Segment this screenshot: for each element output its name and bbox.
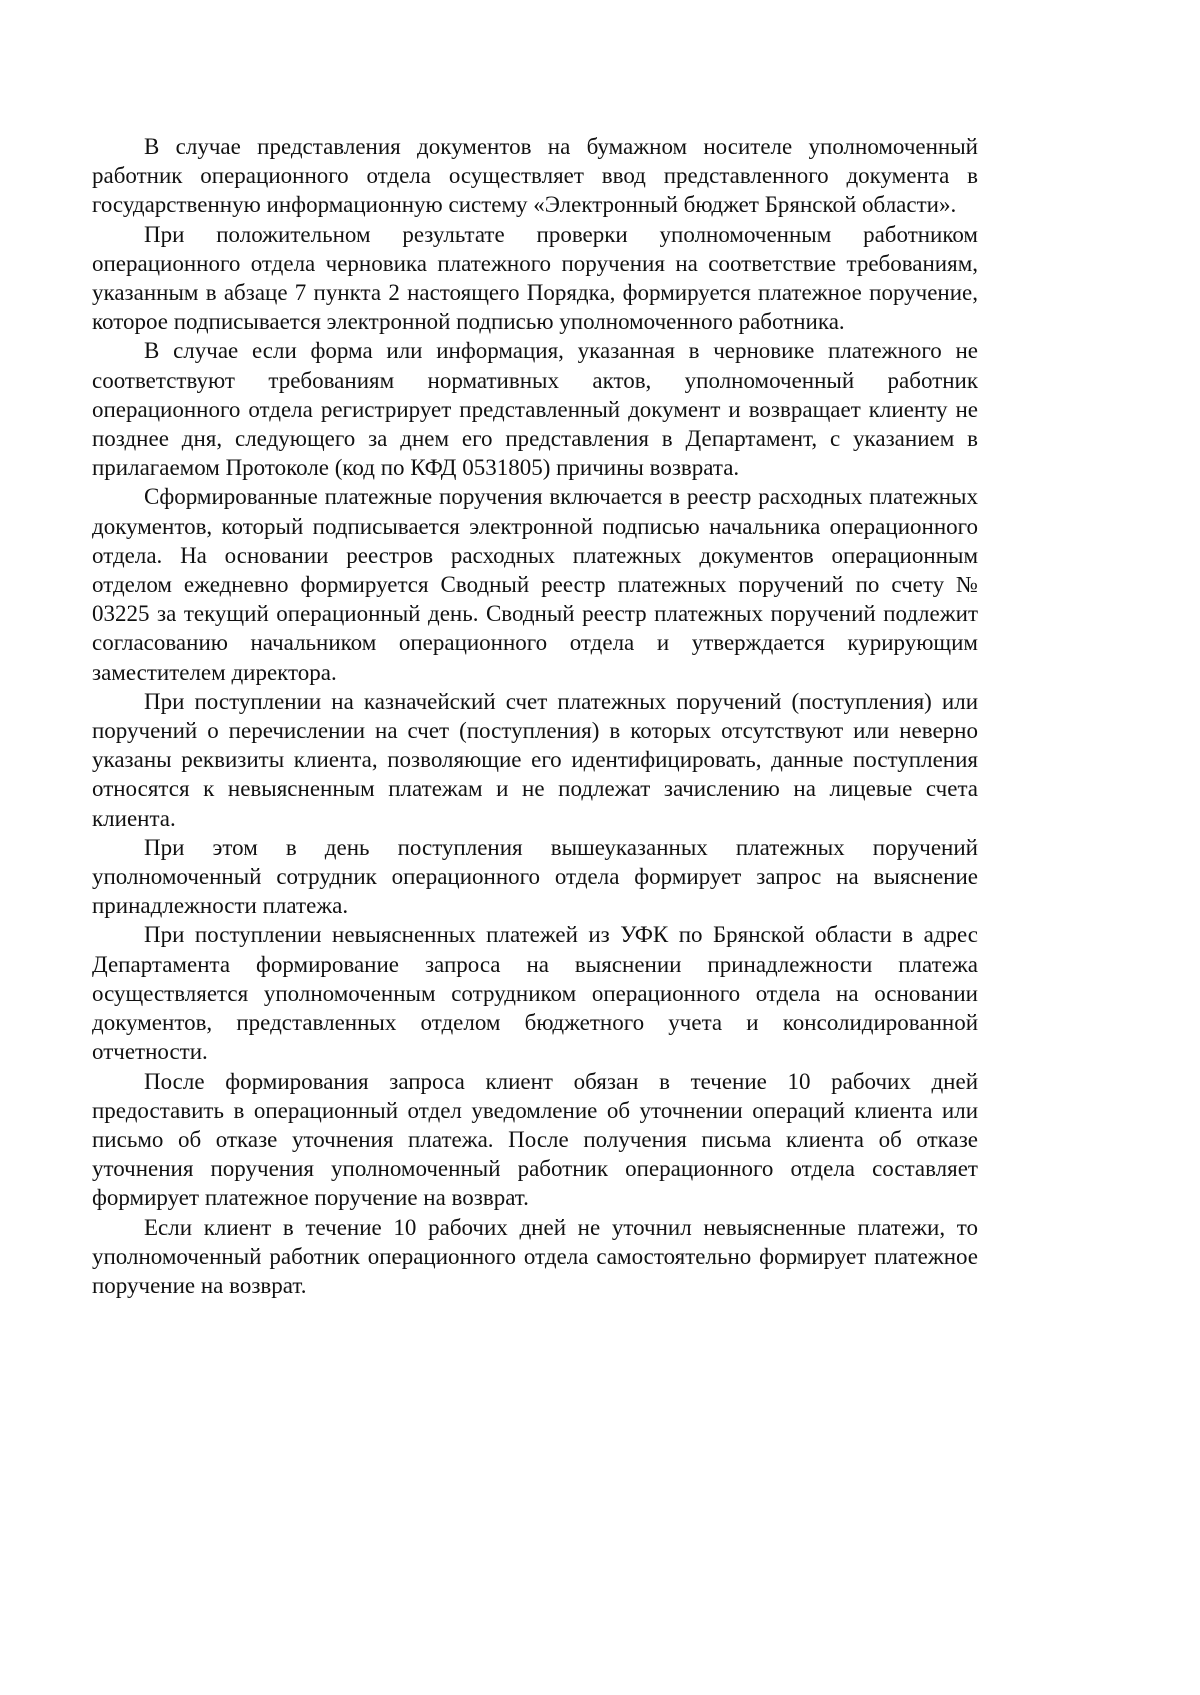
paragraph-client-obligation: После формирования запроса клиент обязан в течение 10 рабочих дней предоставить в операционный отдел уведомление об уточнении операций клиента или письмо об отказе уточнения платежа. После получения письма клиента об отказе уточнения поручения уполномоченный работник операционного отдела составляет формирует платежное поручение на возврат.: [92, 1068, 978, 1211]
paragraph-paper-input: В случае представления документов на бумажном носителе уполномоченный работник операционного отдела осуществляет ввод представленного документа в государственную информационную систему «Электронный бюджет Брянской области».: [92, 134, 978, 218]
paragraph-refund: Если клиент в течение 10 рабочих дней не уточнил невыясненные платежи, то уполномоченный работник операционного отдела самостоятельно формирует платежное поручение на возврат.: [92, 1214, 978, 1298]
document-body: [92, 132, 978, 1300]
paragraph-ufk-payments: При поступлении невыясненных платежей из УФК по Брянской области в адрес Департамента формирование запроса на выяснении принадлежности платежа осуществляется уполномоченным сотрудником операционного отдела на основании документов, представленных отделом бюджетного учета и консолидированной отчетности.: [92, 922, 978, 1065]
paragraph-payment-order-check: При положительном результате проверки уполномоченным работником операционного отдела черновика платежного поручения на соответствие требованиям, указанным в абзаце 7 пункта 2 настоящего Порядка, формируется платежное поручение, которое подписывается электронной подписью уполномоченного работника.: [92, 221, 978, 335]
paragraph-clarification-request: При этом в день поступления вышеуказанных платежных поручений уполномоченный сотрудник операционного отдела формирует запрос на выяснение принадлежности платежа.: [92, 834, 978, 919]
paragraph-return-to-client: В случае если форма или информация, указанная в черновике платежного не соответствуют требованиям нормативных актов, уполномоченный работник операционного отдела регистрирует представленный документ и возвращает клиенту не позднее дня, следующего за днем его представления в Департамент, с указанием в прилагаемом Протоколе (код по КФД 0531805) причины возврата.: [92, 338, 978, 481]
paragraph-payment-registry: Сформированные платежные поручения включается в реестр расходных платежных документов, который подписывается электронной подписью начальника операционного отдела. На основании реестров расходных платежных документов операционным отделом ежедневно формируется Сводный реестр платежных поручений по счету № 03225 за текущий операционный день. Сводный реестр платежных поручений подлежит согласованию начальником операционного отдела и утверждается курирующим заместителем директора.: [92, 484, 978, 685]
paragraph-unidentified-payments: При поступлении на казначейский счет платежных поручений (поступления) или поручений о перечислении на счет (поступления) в которых отсутствуют или неверно указаны реквизиты клиента, позволяющие его идентифицировать, данные поступления относятся к невыясненным платежам и не подлежат зачислению на лицевые счета клиента.: [92, 688, 978, 831]
